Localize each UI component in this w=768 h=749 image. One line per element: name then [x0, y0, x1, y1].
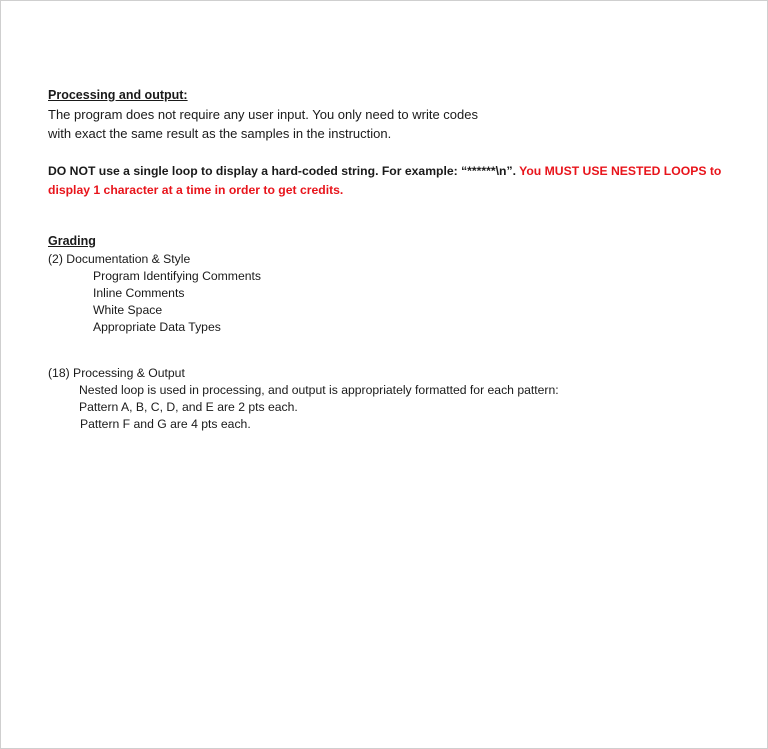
documentation-style-title: (2) Documentation & Style [48, 252, 191, 266]
proc-item-patterns-a-e: Pattern A, B, C, D, and E are 2 pts each. [79, 400, 298, 414]
doc-item-program-comments: Program Identifying Comments [93, 269, 261, 283]
warning-red-text-2: display 1 character at a time in order to get credits. [48, 183, 344, 197]
processing-heading: Processing and output: [48, 88, 188, 102]
grading-heading: Grading [48, 234, 96, 248]
processing-paragraph-line-1: The program does not require any user input. You only need to write codes [48, 107, 478, 122]
proc-item-patterns-f-g: Pattern F and G are 4 pts each. [80, 417, 251, 431]
warning-red-text-1: You MUST USE NESTED LOOPS to [519, 164, 722, 178]
processing-output-title: (18) Processing & Output [48, 366, 185, 380]
processing-paragraph-line-2: with exact the same result as the samples in the instruction. [48, 126, 392, 141]
doc-item-inline-comments: Inline Comments [93, 286, 185, 300]
doc-item-data-types: Appropriate Data Types [93, 320, 221, 334]
warning-line-1 [48, 162, 721, 181]
proc-item-nested-loop: Nested loop is used in processing, and output is appropriately formatted for each pattern: [79, 383, 559, 397]
warning-black-text: DO NOT use a single loop to display a hard-coded string. For example: “******\n”. [48, 164, 520, 178]
doc-item-white-space: White Space [93, 303, 163, 317]
